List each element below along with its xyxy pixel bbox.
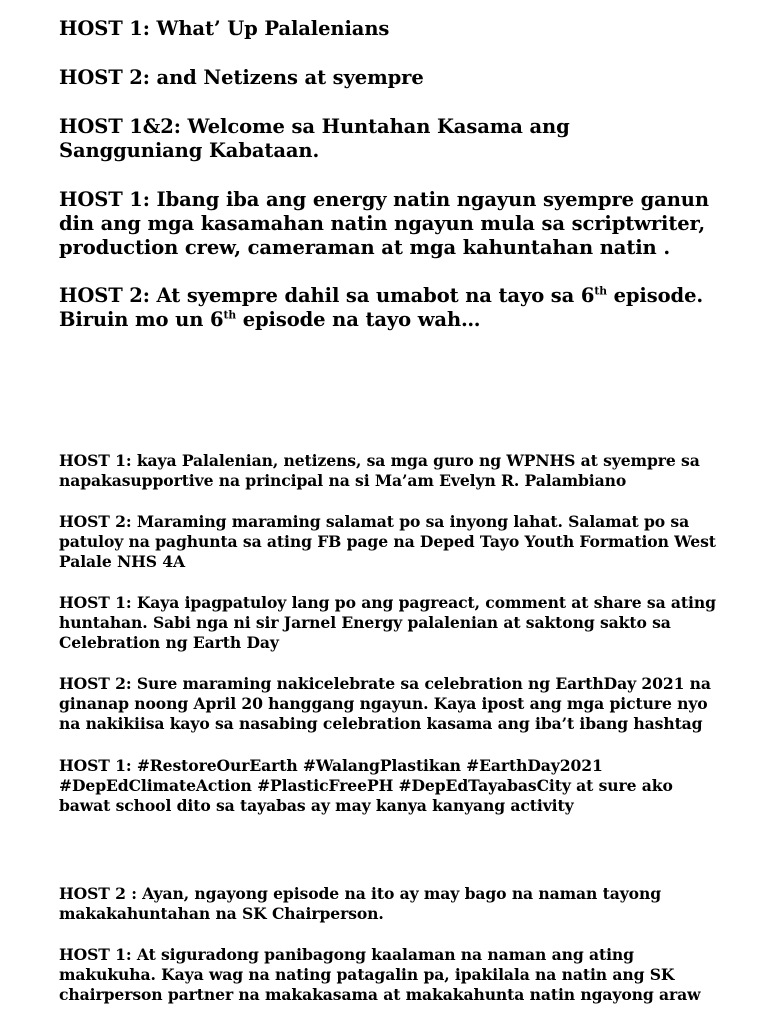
- script-line-host2-sk-chairperson: HOST 2 : Ayan, ngayong episode na ito ay may bago na naman tayong makakahuntahan na SK Chairperson.: [59, 884, 662, 924]
- episode-text-after: episode na tayo wah…: [236, 308, 481, 331]
- script-line-host2-fb-page: HOST 2: Maraming maraming salamat po sa inyong lahat. Salamat po sa patuloy na paghunta sa ating FB page na Deped Tayo Youth Formation West Palale NHS 4A: [59, 512, 716, 572]
- script-line-host1-energy: HOST 1: Ibang iba ang energy natin ngayun syempre ganun din ang mga kasamahan natin ngayun mula sa scriptwriter, production crew, cameraman at mga kahuntahan natin .: [59, 188, 709, 259]
- script-line-host2-episode: [59, 284, 719, 332]
- script-line-host1-hashtags: HOST 1: #RestoreOurEarth #WalangPlastikan #EarthDay2021 #DepEdClimateAction #PlasticFreePH #DepEdTayabasCity at sure ako bawat school dito sa tayabas ay may kanya kanyang activity: [59, 756, 673, 816]
- ordinal-suffix: th: [223, 308, 237, 322]
- script-line-host1-thanks-principal: HOST 1: kaya Palalenian, netizens, sa mga guro ng WPNHS at syempre sa napakasupportive na principal na si Ma’am Evelyn R. Palambiano: [59, 451, 700, 491]
- script-line-host1-earth-day: HOST 1: Kaya ipagpatuloy lang po ang pagreact, comment at share sa ating huntahan. Sabi nga ni sir Jarnel Energy palalenian at saktong sakto sa Celebration ng Earth Day: [59, 593, 716, 653]
- script-line-host2-celebration: HOST 2: Sure maraming nakicelebrate sa celebration ng EarthDay 2021 na ginanap noong April 20 hanggang ngayun. Kaya ipost ang mga picture nyo na nakikiisa kayo sa nasabing celebration kasama ang iba’t ibang hashtag: [59, 674, 711, 734]
- script-line-host1-introduce: HOST 1: At siguradong panibagong kaalaman na naman ang ating makukuha. Kaya wag na nating patagalin pa, ipakilala na natin ang SK chairperson partner na makakasama at makakahunta natin ngayong araw: [59, 945, 701, 1005]
- script-line-host1-greeting: HOST 1: What’ Up Palalenians: [59, 17, 390, 40]
- script-line-hosts-welcome: HOST 1&2: Welcome sa Huntahan Kasama ang Sangguniang Kabataan.: [59, 115, 570, 162]
- ordinal-suffix: th: [594, 284, 607, 298]
- episode-text-before: HOST 2: At syempre dahil sa umabot na tayo sa 6: [59, 284, 595, 307]
- episode-text-middle: episode. Biruin mo un 6: [59, 284, 704, 331]
- script-line-host2-netizens: HOST 2: and Netizens at syempre: [59, 66, 424, 89]
